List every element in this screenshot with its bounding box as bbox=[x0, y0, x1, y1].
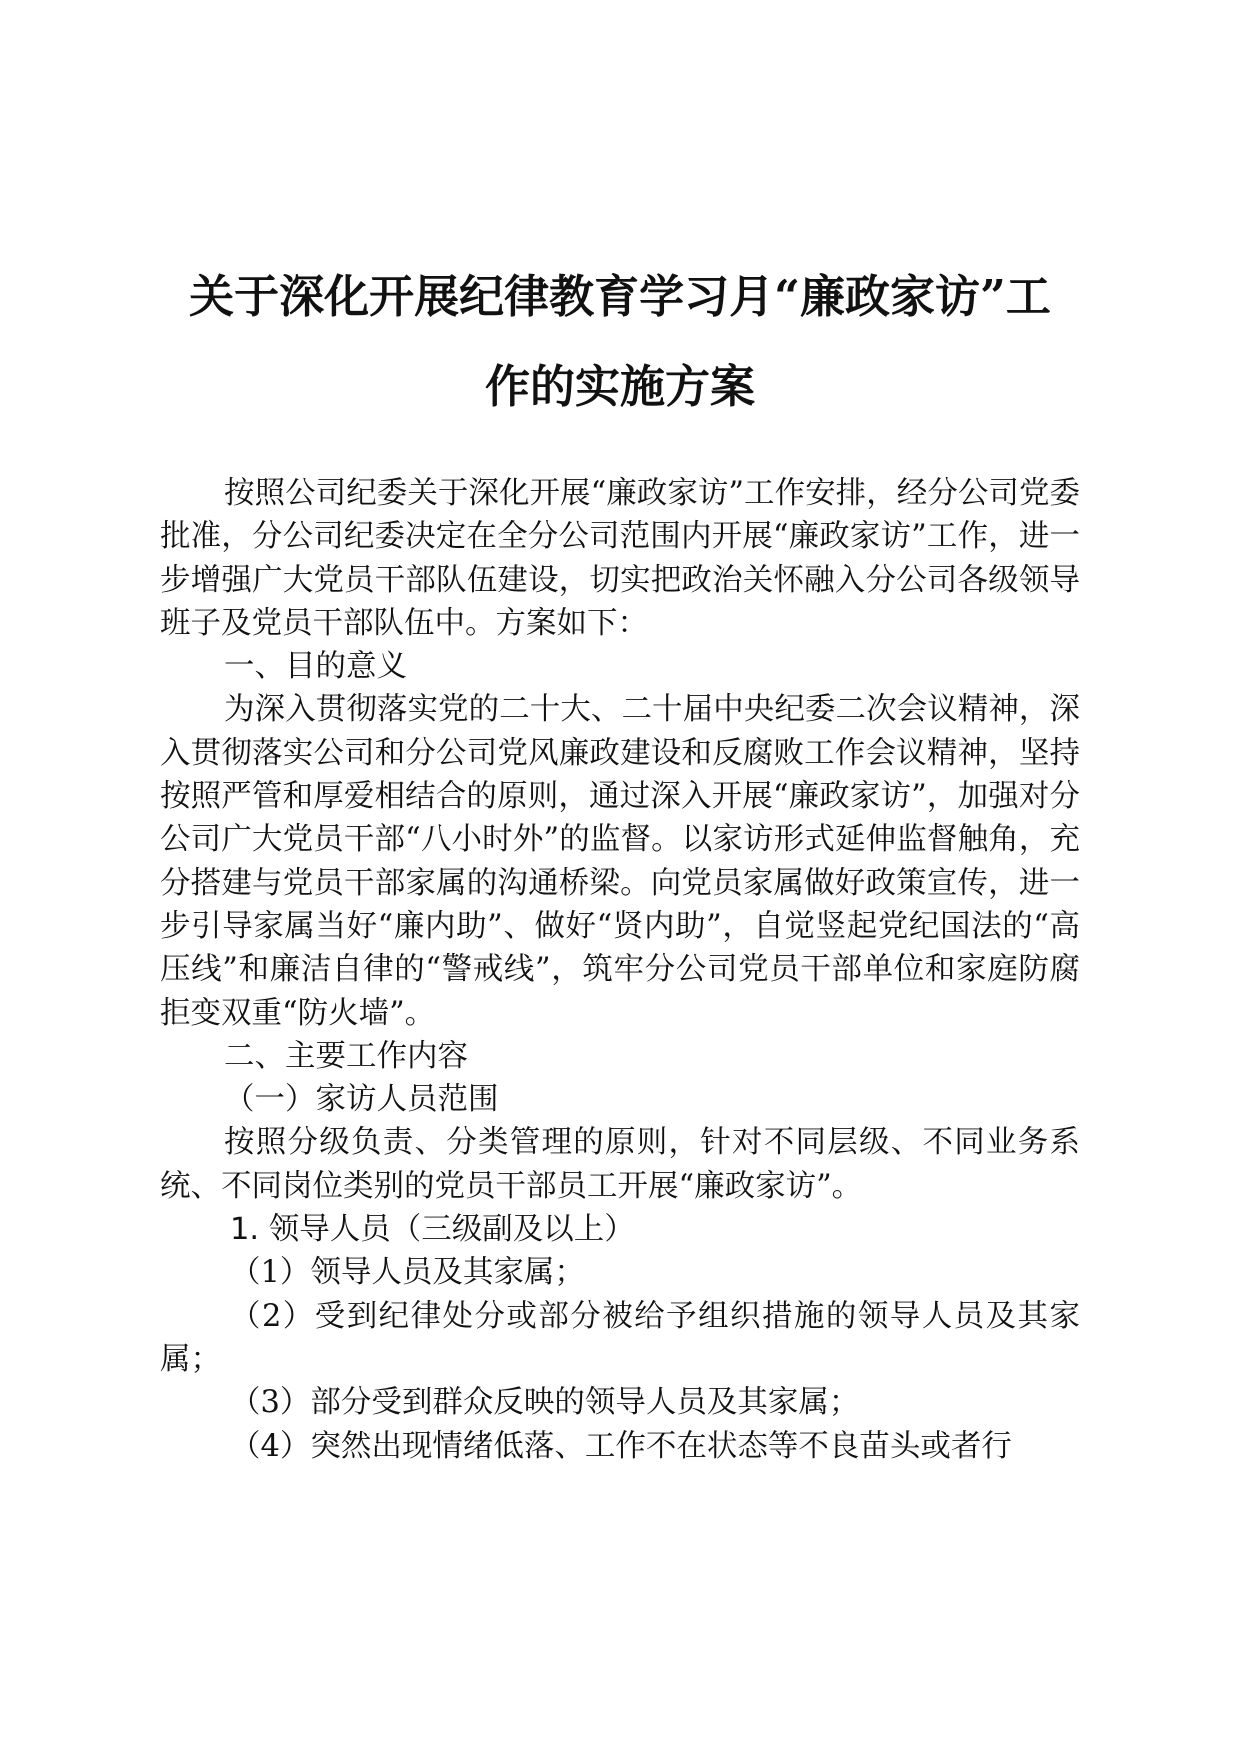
list-item: （4）突然出现情绪低落、工作不在状态等不良苗头或者行 bbox=[230, 1428, 1012, 1464]
list-item: （2）受到纪律处分或部分被给予组织措施的领导人员及其家属； bbox=[160, 1298, 1080, 1377]
section-2-heading: 二、主要工作内容 bbox=[224, 1038, 468, 1074]
title-line-1: 关于深化开展纪律教育学习月“廉政家访”工 bbox=[189, 270, 1051, 323]
group-1-note: （三级副及以上） bbox=[390, 1212, 635, 1248]
list-item: （1）领导人员及其家属； bbox=[230, 1255, 585, 1291]
intro-paragraph: 按照公司纪委关于深化开展“廉政家访”工作安排，经分公司党委批准，分公司纪委决定在全分公司范围内开展“廉政家访”工作，进一步增强广大党员干部队伍建设，切实把政治关怀融入分公司各级领导班子及党员干部队伍中。方案如下： bbox=[160, 476, 1080, 641]
subsection-1-heading: （一）家访人员范围 bbox=[224, 1082, 499, 1118]
section-1-paragraph: 为深入贯彻落实党的二十大、二十届中央纪委二次会议精神，深入贯彻落实公司和分公司党风廉政建设和反腐败工作会议精神，坚持按照严管和厚爱相结合的原则，通过深入开展“廉政家访”，加强对分公司广大党员干部“八小时外”的监督。以家访形式延伸监督触角，充分搭建与党员干部家属的沟通桥梁。向党员家属做好政策宣传，进一步引导家属当好“廉内助”、做好“贤内助”，自觉竖起党纪国法的“高压线”和廉洁自律的“警戒线”，筑牢分公司党员干部单位和家庭防腐拒变双重“防火墙”。 bbox=[160, 692, 1080, 1031]
subsection-1-paragraph: 按照分级负责、分类管理的原则，针对不同层级、不同业务系统、不同岗位类别的党员干部员工开展“廉政家访”。 bbox=[160, 1125, 1080, 1204]
section-1-heading: 一、目的意义 bbox=[224, 649, 407, 685]
document-title bbox=[150, 252, 1090, 432]
group-1-heading bbox=[160, 1208, 1080, 1251]
list-item: （3）部分受到群众反映的领导人员及其家属； bbox=[230, 1385, 860, 1421]
document-body bbox=[160, 472, 1080, 1468]
title-line-2: 作的实施方案 bbox=[484, 360, 755, 413]
group-1-label: 1. 领导人员 bbox=[230, 1212, 391, 1248]
